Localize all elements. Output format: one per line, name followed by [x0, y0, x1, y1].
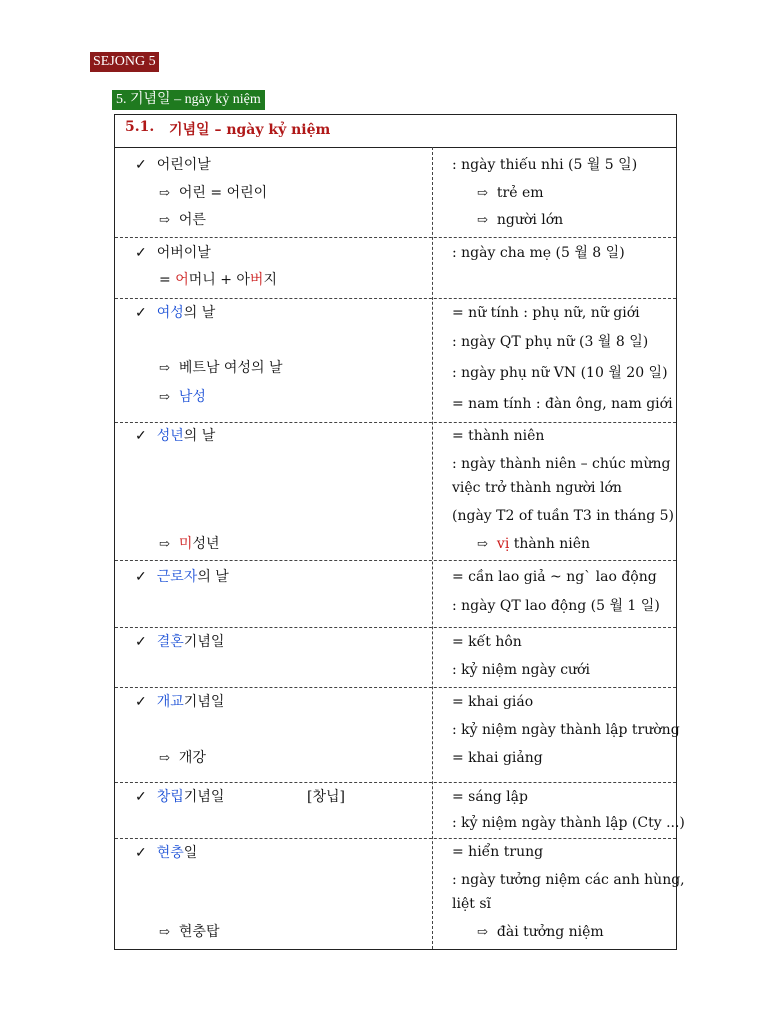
meaning: : ngày QT phụ nữ (3 월 8 일) — [452, 334, 649, 350]
meaning: việc trở thành người lớn — [452, 480, 622, 496]
meaning: : ngày thiếu nhi (5 월 5 일) — [452, 157, 638, 173]
term: ✓ 여성의 날 — [135, 304, 215, 322]
derived-term: ⇨ 어린 = 어린이 — [159, 184, 267, 203]
term: ✓ 창립기념일 — [135, 788, 224, 806]
derived-term: ⇨ 남성 — [159, 388, 206, 407]
term: ✓ 개교기념일 — [135, 693, 224, 711]
meaning: : ngày phụ nữ VN (10 월 20 일) — [452, 365, 668, 381]
meaning: = nam tính : đàn ông, nam giới — [452, 396, 673, 412]
meaning: : ngày thành niên – chúc mừng — [452, 456, 671, 472]
meaning: : ngày QT lao động (5 월 1 일) — [452, 598, 660, 614]
term: ✓ 결혼기념일 — [135, 633, 224, 651]
term: ✓ 현충일 — [135, 844, 197, 862]
meaning: : ngày cha mẹ (5 월 8 일) — [452, 245, 625, 261]
table-row — [115, 627, 676, 688]
word-formation: = 어머니 + 아버지 — [159, 272, 277, 288]
vocab-table — [114, 114, 685, 950]
meaning: = nữ tính : phụ nữ, nữ giới — [452, 305, 640, 321]
section-heading: 5. 기념일 – ngày kỷ niệm — [112, 90, 265, 110]
meaning: liệt sĩ — [452, 896, 491, 912]
derived-term: ⇨ 미성년 — [159, 535, 220, 554]
term: ✓ 어린이날 — [135, 156, 211, 174]
meaning: = kết hôn — [452, 634, 522, 650]
meaning: ⇨ vị thành niên — [477, 535, 590, 554]
sejong-badge: SEJONG 5 — [90, 52, 159, 72]
derived-term: ⇨ 개강 — [159, 749, 206, 768]
term: ✓ 성년의 날 — [135, 427, 215, 445]
meaning: (ngày T2 of tuần T3 in tháng 5) — [452, 508, 675, 524]
derived-term: ⇨ 어른 — [159, 211, 206, 230]
table-row — [115, 838, 685, 949]
subsection-title: 기념일 – ngày kỷ niệm — [169, 122, 331, 138]
table-row — [115, 298, 676, 423]
table-row — [115, 560, 676, 628]
meaning: ⇨ đài tưởng niệm — [477, 923, 604, 942]
subsection-number: 5.1. — [125, 119, 155, 135]
table-row — [115, 422, 676, 561]
table-row — [115, 237, 676, 299]
table-row — [115, 147, 676, 238]
meaning: = hiển trung — [452, 844, 544, 860]
meaning: ⇨ trẻ em — [477, 184, 544, 203]
term: ✓ 근로자의 날 — [135, 568, 229, 586]
pronunciation-note: [창닙] — [307, 789, 345, 805]
meaning: = khai giảng — [452, 750, 543, 766]
meaning: = thành niên — [452, 428, 545, 444]
table-row — [115, 687, 680, 783]
meaning: = khai giáo — [452, 694, 534, 710]
term: ✓ 어버이날 — [135, 244, 211, 262]
meaning: = cần lao giả ~ ng` lao động — [452, 569, 657, 585]
meaning: : kỷ niệm ngày cưới — [452, 662, 590, 678]
meaning: = sáng lập — [452, 789, 528, 805]
meaning: : kỷ niệm ngày thành lập trường — [452, 722, 680, 738]
table-header — [115, 115, 676, 148]
meaning: : kỷ niệm ngày thành lập (Cty ...) — [452, 815, 685, 831]
derived-term: ⇨ 현충탑 — [159, 923, 219, 942]
derived-term: ⇨ 베트남 여성의 날 — [159, 359, 282, 378]
table-row — [115, 782, 685, 839]
meaning: ⇨ người lớn — [477, 211, 563, 230]
meaning: : ngày tưởng niệm các anh hùng, — [452, 872, 685, 888]
